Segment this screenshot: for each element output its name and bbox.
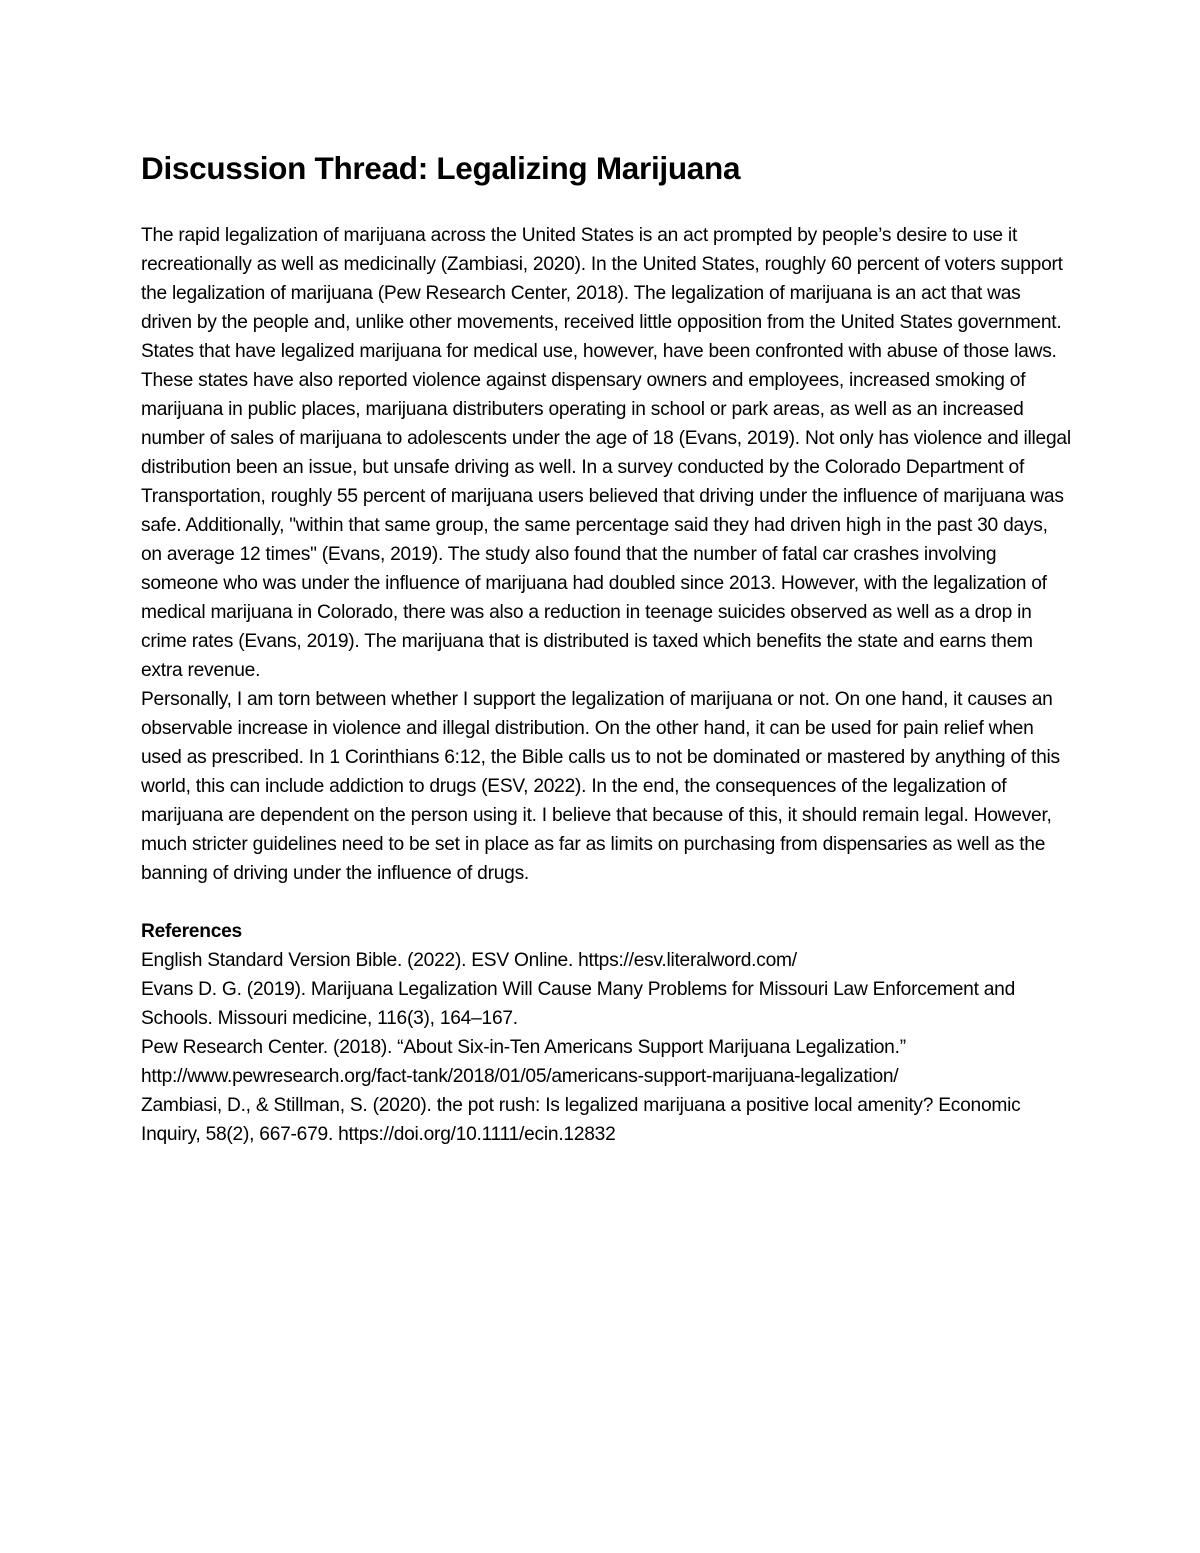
document-body xyxy=(141,146,1071,1149)
references-heading: References xyxy=(141,921,242,942)
references-section xyxy=(141,917,1071,1149)
body-paragraph-1: The rapid legalization of marijuana across the United States is an act prompted by people’s desire to use it recreationally as well as medicinally (Zambiasi, 2020). In the United States, roughly 60 percent of voters support the legalization of marijuana (Pew Research Center, 2018). The legalization of marijuana is an act that was driven by the people and, unlike other movements, received little opposition from the United States government. States that have legalized marijuana for medical use, however, have been confronted with abuse of those laws. These states have also reported violence against dispensary owners and employees, increased smoking of marijuana in public places, marijuana distributers operating in school or park areas, as well as an increased number of sales of marijuana to adolescents under the age of 18 (Evans, 2019). Not only has violence and illegal distribution been an issue, but unsafe driving as well. In a survey conducted by the Colorado Department of Transportation, roughly 55 percent of marijuana users believed that driving under the influence of marijuana was safe. Additionally, "within that same group, the same percentage said they had driven high in the past 30 days, on average 12 times" (Evans, 2019). The study also found that the number of fatal car crashes involving someone who was under the influence of marijuana had doubled since 2013. However, with the legalization of medical marijuana in Colorado, there was also a reduction in teenage suicides observed as well as a drop in crime rates (Evans, 2019). The marijuana that is distributed is taxed which benefits the state and earns them extra revenue. xyxy=(141,225,1071,681)
reference-item: Evans D. G. (2019). Marijuana Legalization Will Cause Many Problems for Missouri Law Enforcement and Schools. Missouri medicine, 116(3), 164–167. xyxy=(141,979,1016,1029)
body-paragraph-2: Personally, I am torn between whether I support the legalization of marijuana or not. On one hand, it causes an observable increase in violence and illegal distribution. On the other hand, it can be used for pain relief when used as prescribed. In 1 Corinthians 6:12, the Bible calls us to not be dominated or mastered by anything of this world, this can include addiction to drugs (ESV, 2022). In the end, the consequences of the legalization of marijuana are dependent on the person using it. I believe that because of this, it should remain legal. However, much stricter guidelines need to be set in place as far as limits on purchasing from dispensaries as well as the banning of driving under the influence of drugs. xyxy=(141,689,1060,884)
reference-item: Zambiasi, D., & Stillman, S. (2020). the pot rush: Is legalized marijuana a positive local amenity? Economic Inquiry, 58(2), 667-679. https://doi.org/10.1111/ecin.12832 xyxy=(141,1095,1021,1145)
reference-item: English Standard Version Bible. (2022). ESV Online. https://esv.literalword.com/ xyxy=(141,950,797,971)
document-title: Discussion Thread: Legalizing Marijuana xyxy=(141,150,741,186)
reference-item: Pew Research Center. (2018). “About Six-in-Ten Americans Support Marijuana Legalization.” http://www.pewresearch.org/fact-tank/2018/01/05/americans-support-marijuana-legalization/ xyxy=(141,1037,906,1087)
